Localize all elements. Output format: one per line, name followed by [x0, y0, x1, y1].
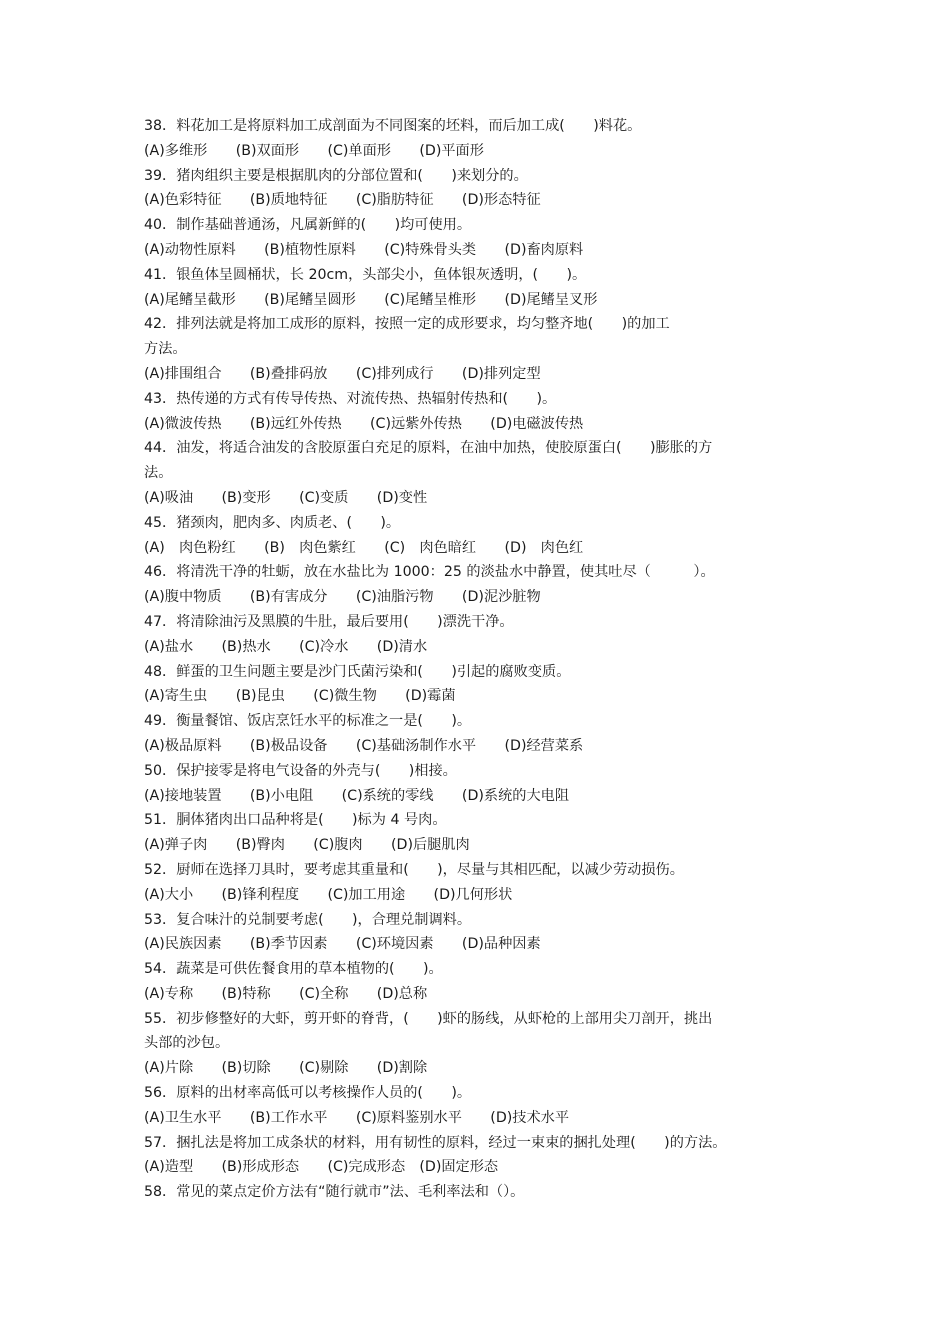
- text-line: 46．将清洗干净的牡蛎，放在水盐比为 1000：25 的淡盐水中静置，使其吐尽（ ）。: [144, 564, 715, 581]
- text-line: (A)接地装置 (B)小电阻 (C)系统的零线 (D)系统的大电阻: [144, 787, 570, 804]
- text-line: (A)卫生水平 (B)工作水平 (C)原料鉴别水平 (D)技术水平: [144, 1109, 570, 1126]
- text-line: (A)弹子肉 (B)臀肉 (C)腹肉 (D)后腿肌肉: [144, 837, 470, 854]
- text-line: (A)色彩特征 (B)质地特征 (C)脂肪特征 (D)形态特征: [144, 192, 541, 209]
- text-line: (A)专称 (B)特称 (C)全称 (D)总称: [144, 985, 428, 1002]
- text-line: 53．复合味汁的兑制要考虑( )，合理兑制调料。: [144, 911, 472, 928]
- text-line: (A)民族因素 (B)季节因素 (C)环境因素 (D)品种因素: [144, 936, 541, 953]
- text-line: (A)腹中物质 (B)有害成分 (C)油脂污物 (D)泥沙脏物: [144, 589, 541, 606]
- text-line: (A) 肉色粉红 (B) 肉色紫红 (C) 肉色暗红 (D) 肉色红: [144, 539, 584, 556]
- text-line: (A)极品原料 (B)极品设备 (C)基础汤制作水平 (D)经营菜系: [144, 737, 584, 754]
- text-line: 55．初步修整好的大虾，剪开虾的脊背，( )虾的肠线，从虾枪的上部用尖刀剖开，挑出: [144, 1010, 713, 1027]
- text-line: (A)排围组合 (B)叠排码放 (C)排列成行 (D)排列定型: [144, 365, 541, 382]
- text-line: 54．蔬菜是可供佐餐食用的草本植物的( )。: [144, 961, 443, 978]
- text-line: 38．料花加工是将原料加工成剖面为不同图案的坯料，而后加工成( )料花。: [144, 118, 642, 134]
- text-line: (A)造型 (B)形成形态 (C)完成形态 (D)固定形态: [144, 1159, 499, 1176]
- text-line: (A)片除 (B)切除 (C)剔除 (D)割除: [144, 1060, 428, 1077]
- text-line: 51．胴体猪肉出口品种将是( )标为 4 号肉。: [144, 812, 447, 829]
- text-line: 56．原料的出材率高低可以考核操作人员的( )。: [144, 1085, 472, 1102]
- text-line: (A)盐水 (B)热水 (C)冷水 (D)清水: [144, 638, 428, 655]
- text-line: (A)微波传热 (B)远红外传热 (C)远紫外传热 (D)电磁波传热: [144, 415, 584, 432]
- text-line: (A)多维形 (B)双面形 (C)单面形 (D)平面形: [144, 142, 484, 159]
- text-line: 方法。: [144, 341, 187, 358]
- document-body: [144, 114, 814, 1205]
- text-line: 42．排列法就是将加工成形的原料，按照一定的成形要求，均匀整齐地( )的加工: [144, 316, 670, 333]
- text-line: (A)吸油 (B)变形 (C)变质 (D)变性: [144, 489, 428, 506]
- text-line: 44．油发，将适合油发的含胶原蛋白充足的原料，在油中加热，使胶原蛋白( )膨胀的方: [144, 440, 713, 457]
- text-line: (A)大小 (B)锋利程度 (C)加工用途 (D)几何形状: [144, 886, 513, 903]
- text-line: 41．银鱼体呈圆桶状，长 20cm，头部尖小，鱼体银灰透明，( )。: [144, 266, 587, 283]
- text-line: 法。: [144, 465, 173, 482]
- text-line: (A)寄生虫 (B)昆虫 (C)微生物 (D)霉菌: [144, 688, 456, 705]
- text-line: 45．猪颈肉，肥肉多、肉质老、( )。: [144, 514, 401, 531]
- text-line: 57．捆扎法是将加工成条状的材料，用有韧性的原料，经过一束束的捆扎处理( )的方法。: [144, 1134, 727, 1151]
- text-line: 43．热传递的方式有传导传热、对流传热、热辐射传热和( )。: [144, 390, 557, 407]
- text-line: 48．鲜蛋的卫生问题主要是沙门氏菌污染和( )引起的腐败变质。: [144, 663, 571, 680]
- text-line: 头部的沙包。: [144, 1035, 230, 1052]
- text-line: (A)尾鳍呈截形 (B)尾鳍呈圆形 (C)尾鳍呈椎形 (D)尾鳍呈叉形: [144, 291, 598, 308]
- text-line: 39．猪肉组织主要是根据肌肉的分部位置和( )来划分的。: [144, 167, 528, 184]
- text-line: 47．将清除油污及黑膜的牛肚，最后要用( )漂洗干净。: [144, 613, 514, 630]
- text-line: 49．衡量餐馆、饭店烹饪水平的标准之一是( )。: [144, 713, 472, 730]
- text-line: 50．保护接零是将电气设备的外壳与( )相接。: [144, 762, 457, 779]
- text-line: 52．厨师在选择刀具时，要考虑其重量和( )，尽量与其相匹配，以减少劳动损伤。: [144, 861, 684, 878]
- text-line: 40．制作基础普通汤，凡属新鲜的( )均可使用。: [144, 217, 472, 234]
- text-line: (A)动物性原料 (B)植物性原料 (C)特殊骨头类 (D)畜肉原料: [144, 241, 584, 258]
- text-line: 58．常见的菜点定价方法有“随行就市”法、毛利率法和（）。: [144, 1184, 525, 1201]
